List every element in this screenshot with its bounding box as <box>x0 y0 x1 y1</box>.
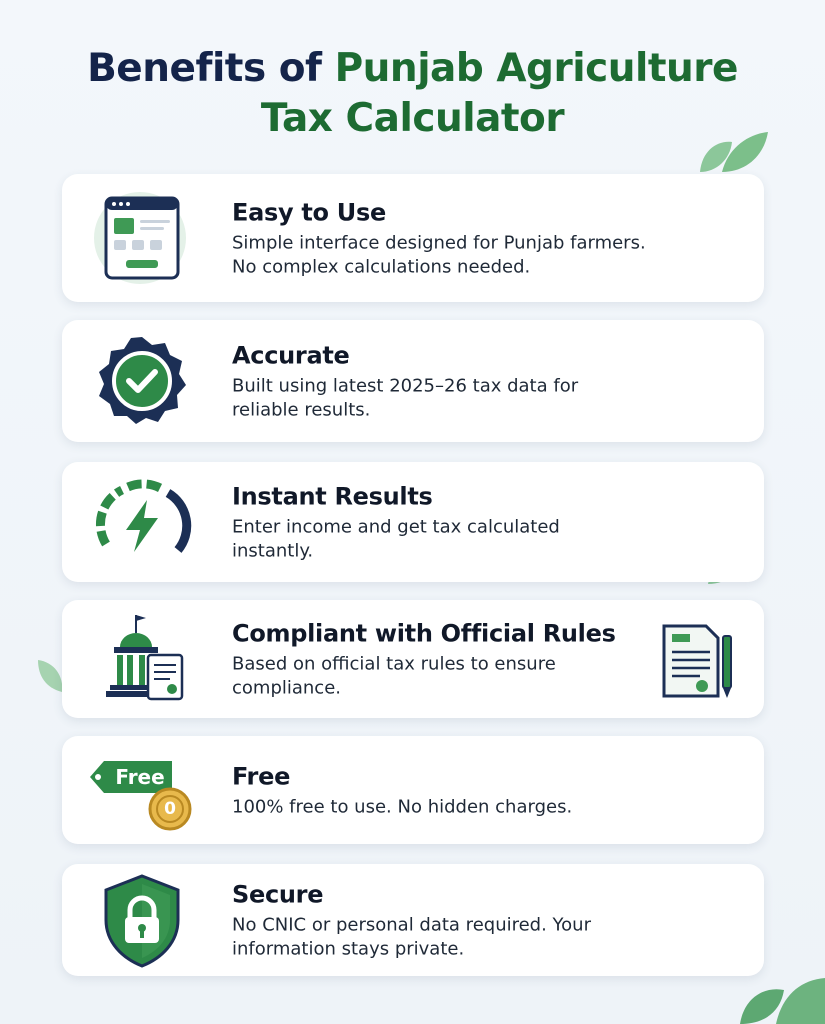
document-pen-icon <box>660 620 738 700</box>
benefit-description-line: No complex calculations needed. <box>232 256 531 278</box>
benefit-description-line: 100% free to use. No hidden charges. <box>232 796 573 818</box>
title-line-1 <box>0 44 825 94</box>
benefit-description-line: No CNIC or personal data required. Your <box>232 914 591 936</box>
benefit-text <box>232 618 732 701</box>
benefit-description-line: instantly. <box>232 540 314 562</box>
benefit-heading: Free <box>232 762 291 791</box>
benefit-description <box>232 516 732 564</box>
verified-badge-icon <box>92 331 192 431</box>
benefit-text <box>232 481 732 564</box>
benefit-heading: Easy to Use <box>232 198 386 227</box>
leaf-decoration-icon <box>692 128 772 176</box>
benefit-card-instant-results <box>62 462 764 582</box>
title-line-2: Tax Calculator <box>260 96 565 141</box>
benefit-card-secure <box>62 864 764 976</box>
benefit-card-accurate <box>62 320 764 442</box>
benefit-description-line: reliable results. <box>232 399 371 421</box>
coin-label: 0 <box>164 799 176 819</box>
benefit-heading: Instant Results <box>232 482 433 511</box>
speed-gauge-icon <box>92 472 192 572</box>
benefit-text <box>232 761 732 820</box>
benefit-description-line: information stays private. <box>232 938 465 960</box>
benefit-description-line: Built using latest 2025–26 tax data for <box>232 375 579 397</box>
benefit-description <box>232 653 732 701</box>
title-part-1: Benefits of <box>87 46 335 91</box>
benefit-heading: Compliant with Official Rules <box>232 619 616 648</box>
benefit-description <box>232 914 732 962</box>
benefit-description <box>232 232 732 280</box>
benefit-description <box>232 796 732 820</box>
app-interface-icon <box>92 188 192 288</box>
benefit-card-easy-to-use <box>62 174 764 302</box>
free-tag-icon <box>86 745 196 835</box>
benefit-text <box>232 879 732 962</box>
shield-lock-icon <box>92 870 192 970</box>
benefit-description-line: Enter income and get tax calculated <box>232 516 560 538</box>
title-part-2: Punjab Agriculture <box>334 46 738 91</box>
free-tag-label: Free <box>115 765 165 789</box>
benefit-card-compliant <box>62 600 764 718</box>
benefit-heading: Secure <box>232 880 324 909</box>
benefit-description-line: compliance. <box>232 677 342 699</box>
benefit-description-line: Based on official tax rules to ensure <box>232 653 556 675</box>
benefit-text <box>232 340 732 423</box>
government-building-icon <box>92 609 192 709</box>
benefit-card-free <box>62 736 764 844</box>
benefit-text <box>232 197 732 280</box>
benefit-description-line: Simple interface designed for Punjab farmers. <box>232 232 646 254</box>
benefit-description <box>232 375 732 423</box>
benefit-heading: Accurate <box>232 341 350 370</box>
